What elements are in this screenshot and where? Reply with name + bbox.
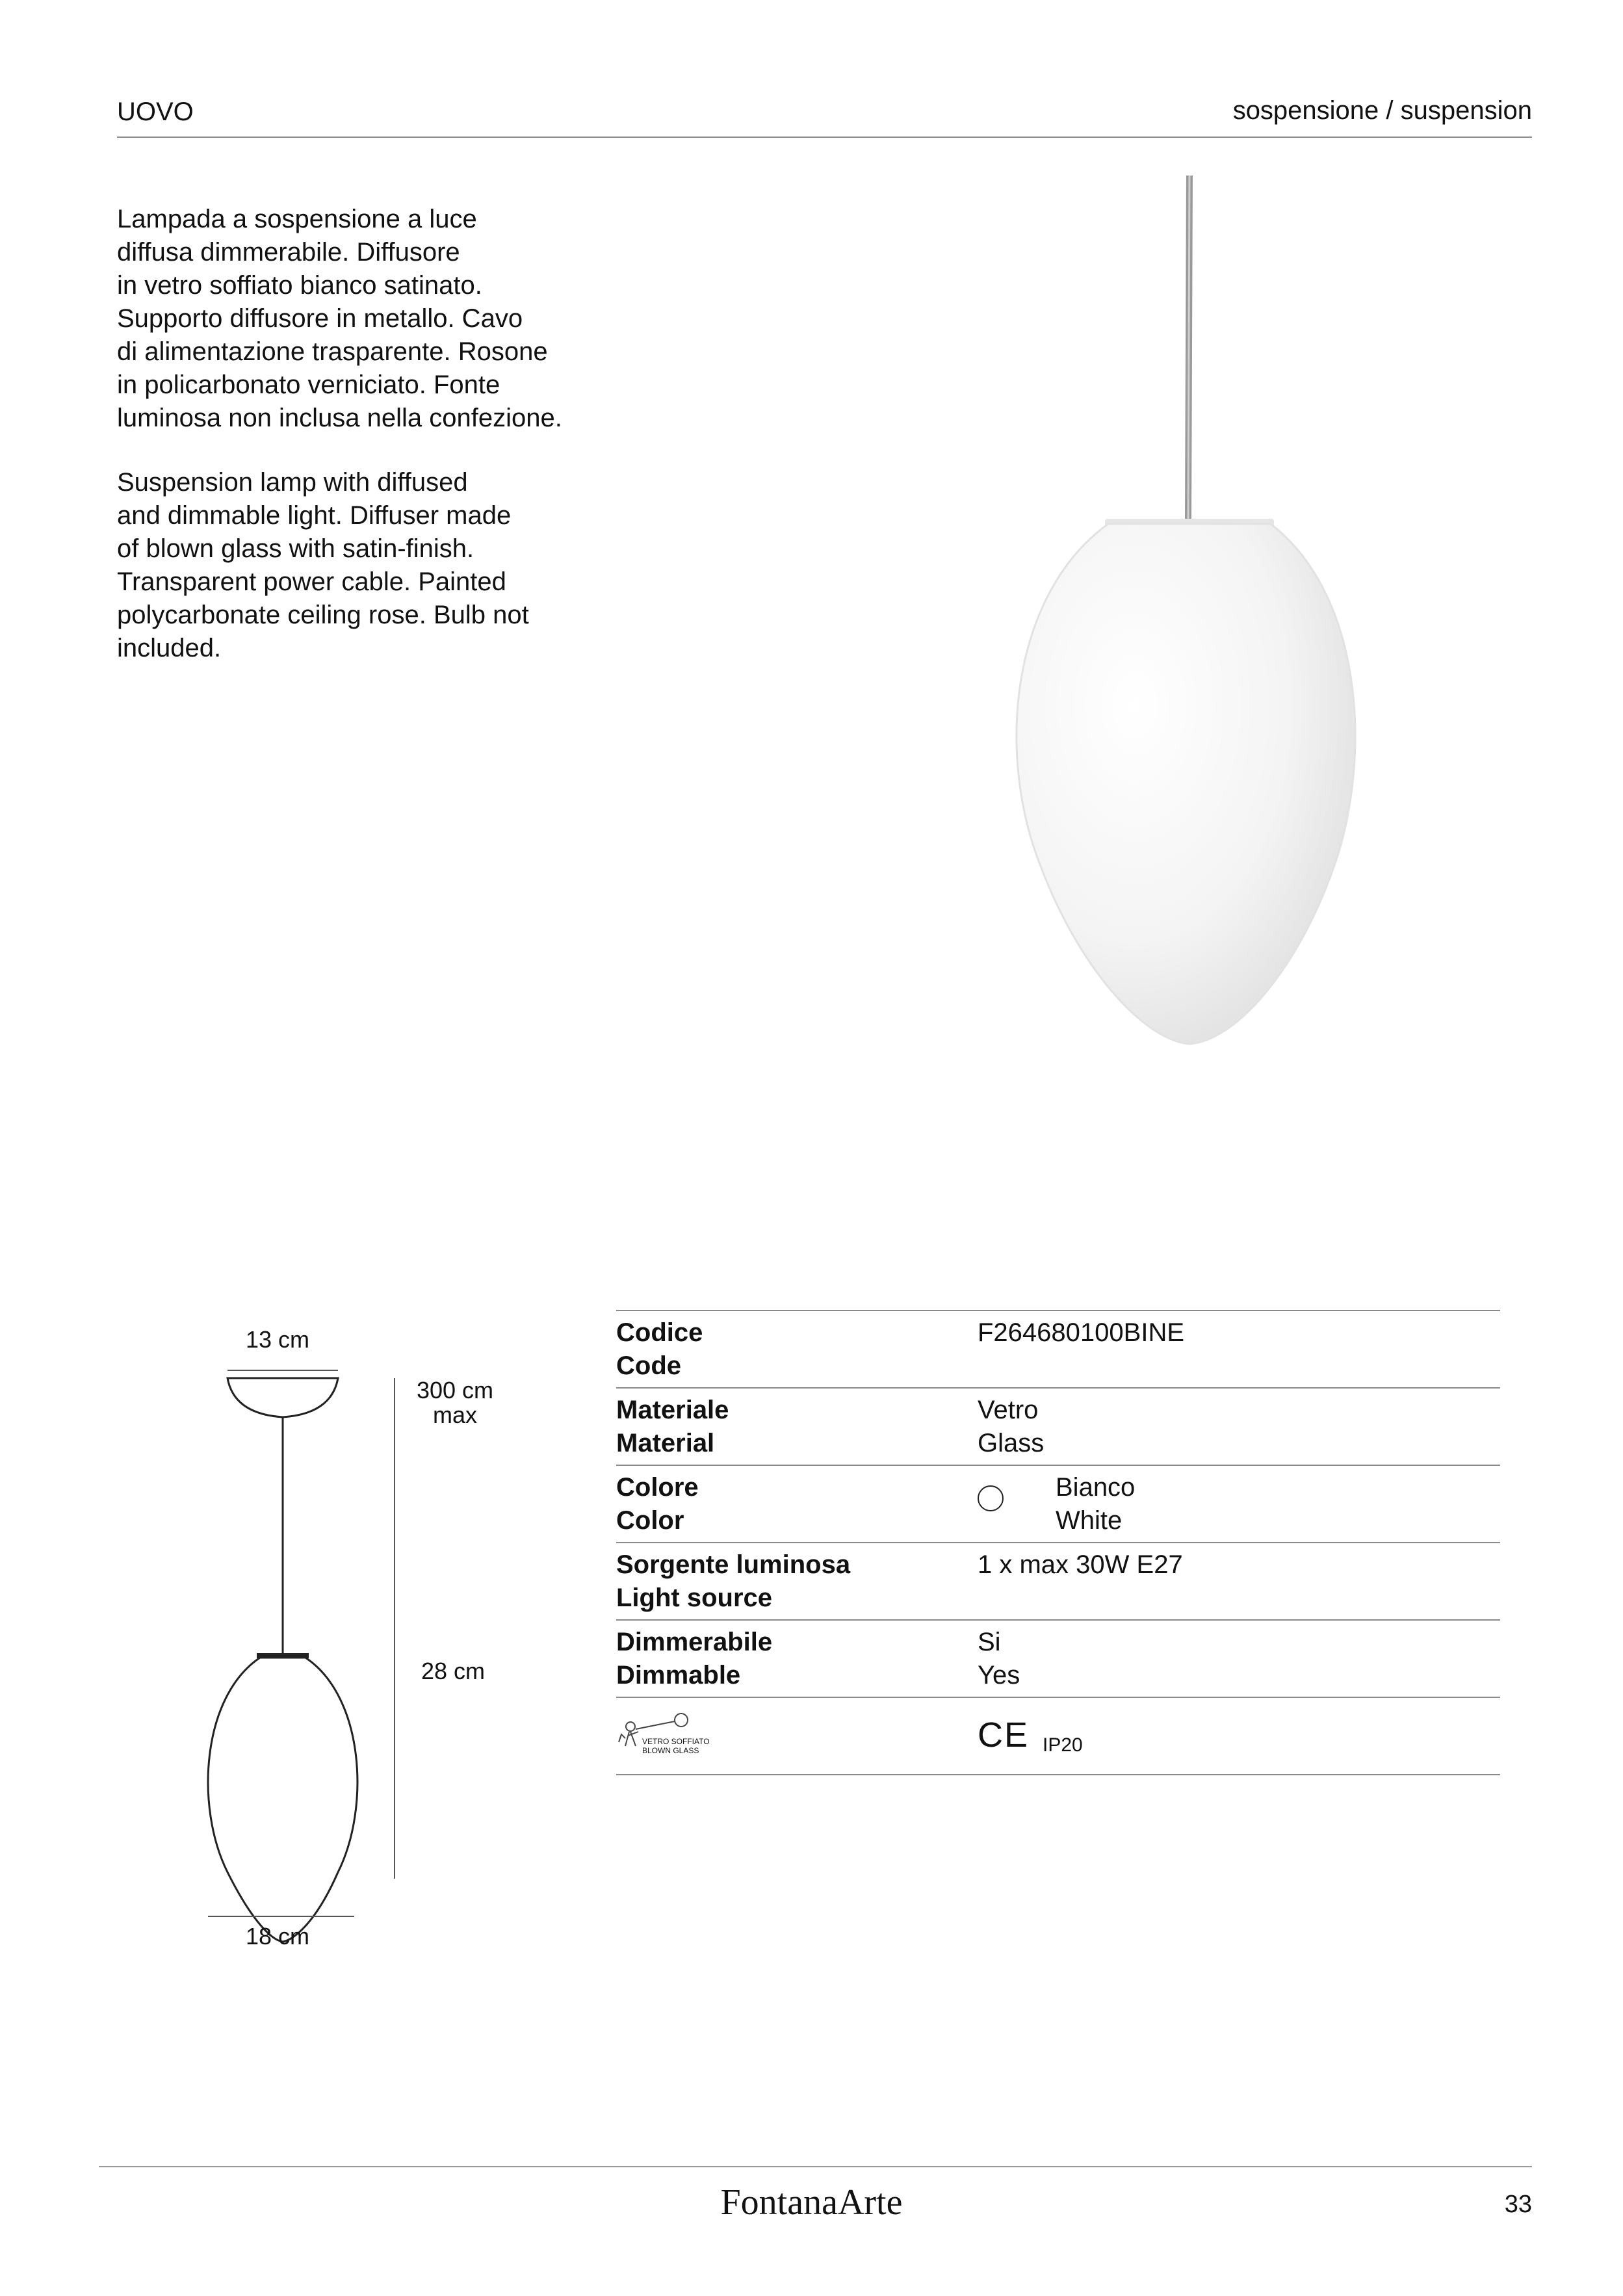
spec-label <box>616 1316 703 1383</box>
value-en: White <box>1056 1506 1123 1535</box>
desc-it-line: diffusa dimmerabile. Diffusore <box>117 238 460 267</box>
value-en: Yes <box>978 1661 1020 1689</box>
desc-en-line: and dimmable light. Diffuser made <box>117 501 512 530</box>
brand-logo: FontanaArte <box>720 2182 903 2223</box>
spec-value: 1 x max 30W E27 <box>978 1550 1183 1579</box>
dim-diffuser-width: 18 cm <box>246 1923 310 1950</box>
desc-en-line: of blown glass with satin-finish. <box>117 534 474 563</box>
dim-rose-width: 13 cm <box>246 1326 310 1353</box>
desc-en-line: Suspension lamp with diffused <box>117 468 468 497</box>
spec-row-dimmable <box>616 1619 1500 1697</box>
label-it: Codice <box>616 1318 703 1347</box>
header-divider <box>117 137 1532 138</box>
label-en: Dimmable <box>616 1661 741 1689</box>
desc-it-line: in policarbonato verniciato. Fonte <box>117 371 500 399</box>
spec-label <box>616 1548 850 1615</box>
ceiling-rose <box>227 1378 338 1417</box>
desc-it-line: Supporto diffusore in metallo. Cavo <box>117 304 523 333</box>
page-number: 33 <box>1504 2191 1532 2218</box>
desc-it-line: luminosa non inclusa nella confezione. <box>117 404 562 432</box>
ce-mark-icon: CE <box>978 1715 1030 1755</box>
description-it <box>117 203 611 435</box>
desc-it-line: di alimentazione trasparente. Rosone <box>117 337 548 366</box>
spec-value <box>1056 1471 1135 1537</box>
label-it: Materiale <box>616 1396 729 1424</box>
label-en: Color <box>616 1506 684 1535</box>
desc-en-line: included. <box>117 634 222 662</box>
spec-row-material <box>616 1387 1500 1465</box>
ip-rating: IP20 <box>1043 1734 1083 1756</box>
dim-cable-value: 300 cm <box>416 1377 494 1403</box>
description-en <box>117 466 611 665</box>
page-title: UOVO <box>117 98 194 126</box>
dim-cable-length <box>409 1378 500 1428</box>
spec-row-color <box>616 1465 1500 1542</box>
desc-en-line: polycarbonate ceiling rose. Bulb not <box>117 601 529 629</box>
glass-label-en: BLOWN GLASS <box>642 1746 699 1755</box>
spec-label <box>616 1471 699 1537</box>
spec-row-code <box>616 1310 1500 1387</box>
spec-row-certs <box>616 1697 1500 1775</box>
glass-label-it: VETRO SOFFIATO <box>642 1737 710 1746</box>
label-it: Sorgente luminosa <box>616 1550 851 1579</box>
spec-value <box>978 1626 1020 1692</box>
footer-divider <box>99 2166 1532 2167</box>
value-it: Si <box>978 1628 1001 1656</box>
value-it: Bianco <box>1056 1473 1136 1502</box>
label-it: Dimmerabile <box>616 1628 773 1656</box>
spec-value <box>978 1394 1044 1460</box>
label-en: Material <box>616 1429 715 1457</box>
diffuser-outline <box>208 1658 357 1942</box>
desc-it-line: in vetro soffiato bianco satinato. <box>117 271 482 300</box>
label-it: Colore <box>616 1473 699 1502</box>
spec-label <box>616 1394 729 1460</box>
product-photo <box>994 176 1384 1060</box>
desc-en-line: Transparent power cable. Painted <box>117 567 506 596</box>
spec-row-light-source <box>616 1542 1500 1619</box>
category-label: sospensione / suspension <box>1232 96 1532 125</box>
label-en: Light source <box>616 1584 773 1612</box>
glass-label <box>642 1737 710 1755</box>
dim-cable-note: max <box>432 1402 477 1428</box>
value-it: Vetro <box>978 1396 1039 1424</box>
desc-it-line: Lampada a sospensione a luce <box>117 205 477 233</box>
value-en: Glass <box>978 1429 1045 1457</box>
glass-diffuser <box>1017 524 1355 1044</box>
spec-value: F264680100BINE <box>978 1318 1185 1347</box>
spec-table <box>616 1310 1500 1775</box>
label-en: Code <box>616 1351 681 1380</box>
spec-label <box>616 1626 772 1692</box>
color-swatch-icon <box>978 1485 1004 1511</box>
dim-diffuser-height: 28 cm <box>421 1658 486 1684</box>
